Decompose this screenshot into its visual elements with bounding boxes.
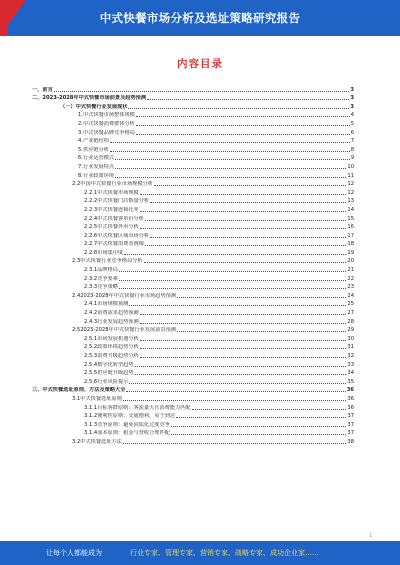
toc-leader-dots — [54, 91, 350, 92]
toc-entry-number: 2.2.3 — [84, 206, 98, 213]
toc-entry[interactable] — [32, 239, 354, 248]
toc-entry-number: 8. — [78, 172, 83, 179]
toc-entry[interactable] — [32, 273, 354, 282]
page-number: 1 — [369, 533, 372, 538]
toc-entry-label: 消费需求趋势预测 — [97, 310, 139, 317]
toc-entry-label: 品牌格局 — [97, 267, 118, 274]
footer-slogan: 让每个人都能成为 — [46, 549, 102, 557]
toc-leader-dots — [171, 434, 347, 435]
toc-entry[interactable] — [32, 161, 354, 170]
toc-entry[interactable] — [32, 290, 354, 299]
toc-entry-label: 中式快餐市场整体规模 — [82, 112, 135, 119]
toc-entry-page: 15 — [347, 215, 354, 222]
toc-entry[interactable] — [32, 342, 354, 351]
report-header — [0, 0, 400, 36]
toc-entry[interactable] — [32, 264, 354, 273]
toc-entry-page: 24 — [347, 292, 354, 299]
toc-entry-page: 27 — [347, 310, 354, 317]
toc-leader-dots — [140, 314, 347, 315]
toc-entry-number: 2. — [78, 120, 83, 127]
toc-entry[interactable] — [32, 307, 354, 316]
toc-entry-label: 行业政策环境 — [82, 172, 115, 179]
toc-entry-page: 4 — [350, 112, 354, 119]
toc-entry[interactable] — [32, 359, 354, 368]
toc-leader-dots — [128, 108, 349, 109]
toc-entry-page: 11 — [347, 172, 354, 179]
toc-entry-number: 2.5.3 — [84, 353, 98, 359]
toc-entry[interactable] — [32, 376, 354, 385]
toc-leader-dots — [144, 262, 347, 263]
toc-entry-number: （一） — [60, 103, 76, 110]
toc-entry-number: 2.3.2 — [84, 275, 98, 282]
toc-entry-page: 10 — [347, 163, 354, 170]
toc-leader-dots — [136, 134, 350, 135]
toc-entry-label: 中式快餐客单价分析 — [97, 215, 144, 222]
toc-entry-label: 目标客群原则：客流量大且消费能力匹配 — [97, 404, 191, 411]
toc-entry-page: 16 — [347, 224, 354, 231]
toc-entry-page: 28 — [347, 318, 354, 325]
toc-entry-number: 2.2.4 — [84, 215, 98, 222]
toc-entry-label: 2023-2028年中式快餐行业市场趋势预测 — [80, 292, 176, 299]
toc-leader-dots — [115, 168, 346, 169]
toc-entry-page: 25 — [347, 301, 354, 308]
toc-entry-number: 2.4 — [72, 292, 81, 299]
toc-leader-dots — [115, 177, 346, 178]
toc-entry[interactable] — [32, 428, 354, 437]
toc-entry-number: 2.4.3 — [84, 318, 98, 325]
toc-entry-page: 22 — [347, 275, 354, 282]
toc-entry-label: 中式快餐行业发展现状 — [75, 103, 128, 110]
toc-entry-page: 19 — [347, 249, 354, 256]
toc-leader-dots — [176, 417, 346, 418]
toc-entry-page: 14 — [347, 206, 354, 213]
toc-entry-page: 7 — [350, 138, 354, 145]
toc-leader-dots — [126, 391, 345, 392]
toc-entry-label: 中国中式快餐行业市场规模分析 — [80, 181, 153, 188]
toc-entry-page: 36 — [347, 395, 354, 402]
toc-entry-page: 20 — [347, 258, 354, 265]
toc-entry-page: 35 — [347, 378, 354, 385]
toc-entry-label: 行业发展趋势预测 — [97, 318, 139, 325]
toc-entry-number: 3.1.2 — [84, 413, 98, 420]
toc-entry-number: 3.1.3 — [84, 421, 98, 428]
toc-leader-dots — [135, 374, 347, 375]
toc-entry-number: 2.5.4 — [84, 361, 98, 368]
toc-entry-number: 三、 — [32, 387, 43, 394]
toc-entry-number: 2.2.2 — [84, 198, 98, 205]
toc-entry-page: 12 — [347, 189, 354, 196]
toc-entry[interactable] — [32, 187, 354, 196]
toc-entry-label: 市场集中度 — [97, 249, 124, 256]
toc-entry[interactable] — [32, 101, 354, 110]
toc-leader-dots — [171, 426, 347, 427]
toc-entry[interactable] — [32, 230, 354, 239]
toc-entry-label: 前言 — [42, 86, 53, 93]
toc-entry[interactable] — [32, 333, 354, 342]
toc-entry[interactable] — [32, 170, 354, 179]
toc-entry[interactable] — [32, 93, 354, 102]
toc-entry-number: 3.1.4 — [84, 430, 98, 437]
toc-entry-page: 6 — [350, 129, 354, 136]
toc-entry[interactable] — [32, 118, 354, 127]
toc-entry-page: 33 — [347, 361, 354, 368]
toc-entry-label: 中式快餐门店数量分析 — [97, 198, 150, 205]
toc-entry-label: 中式快餐行业竞争格局分析 — [80, 258, 143, 265]
toc-entry-number: 2.2.7 — [84, 241, 98, 248]
toc-entry-number: 2.4.2 — [84, 310, 98, 317]
toc-entry[interactable] — [32, 196, 354, 205]
toc-entry-page: 3 — [350, 103, 354, 110]
toc-entry-label: 竞争原则：避免同质化过度竞争 — [97, 421, 170, 428]
toc-entry-label: 中式快餐消费者画像 — [97, 241, 144, 248]
toc-entry-page: 36 — [347, 404, 354, 411]
toc-entry[interactable] — [32, 436, 354, 445]
toc-entry-number: 2.2.5 — [84, 224, 98, 231]
toc-entry[interactable] — [32, 213, 354, 222]
toc-leader-dots — [145, 220, 346, 221]
toc-entry-label: 中式快餐选址原则、方法及策略大全 — [42, 387, 126, 394]
toc-entry[interactable] — [32, 393, 354, 402]
toc-entry-number: 2.5.2 — [84, 344, 98, 351]
toc-leader-dots — [140, 194, 347, 195]
toc-entry-page: 12 — [347, 181, 354, 188]
toc-leader-dots — [154, 185, 347, 186]
toc-leader-dots — [129, 383, 346, 384]
toc-entry-page: 5 — [350, 120, 354, 127]
toc-leader-dots — [140, 211, 347, 212]
toc-entry-label: 中式快餐外卖分析 — [97, 224, 139, 231]
toc-entry-number: 2.3.3 — [84, 284, 98, 291]
toc-entry-label: 中式快餐市场规模 — [97, 189, 139, 196]
toc-entry-page: 17 — [347, 232, 354, 239]
toc-entry[interactable] — [32, 153, 354, 162]
toc-entry-label: 中式快餐消费群体分析 — [82, 120, 135, 127]
toc-entry-page: 32 — [347, 353, 354, 359]
toc-entry-label: 行业风险提示 — [97, 378, 129, 385]
toc-entry-page: 34 — [347, 370, 354, 377]
toc-entry-page: 13 — [347, 198, 354, 205]
toc-entry-page: 29 — [347, 327, 354, 334]
toc-entry-label: 数字化转型趋势 — [97, 361, 134, 368]
toc-entry-label: 供应链分析 — [82, 146, 109, 153]
toc-leader-dots — [110, 151, 350, 152]
toc-leader-dots — [115, 159, 350, 160]
toc-entry-label: 行业发展特点 — [82, 163, 115, 170]
toc-entry[interactable] — [32, 222, 354, 231]
toc-entry[interactable] — [32, 84, 354, 93]
toc-entry-page: 9 — [350, 155, 354, 162]
toc-entry[interactable] — [32, 368, 354, 377]
toc-entry-label: 竞争要素 — [97, 275, 118, 282]
toc-entry[interactable] — [32, 136, 354, 145]
toc-entry-label: 供应链升级趋势 — [97, 370, 134, 377]
toc-entry-page: 30 — [347, 335, 354, 342]
toc-entry[interactable] — [32, 179, 354, 188]
toc-leader-dots — [150, 202, 346, 203]
toc-entry-label: 市场规模预测 — [97, 301, 129, 308]
toc-leader-dots — [192, 409, 347, 410]
toc-leader-dots — [135, 366, 347, 367]
toc-entry-number: 5. — [78, 146, 83, 153]
toc-entry[interactable] — [32, 325, 354, 334]
toc-entry[interactable] — [32, 256, 354, 265]
toc-entry-number: 6. — [78, 155, 83, 162]
toc-leader-dots — [124, 254, 346, 255]
toc-leader-dots — [119, 288, 346, 289]
toc-entry-label: 竞争策略 — [97, 284, 118, 291]
toc-entry-number: 2.5.6 — [84, 378, 98, 385]
toc-entry-label: 中式快餐选址方法 — [80, 438, 122, 445]
toc-entry-page: 37 — [347, 430, 354, 437]
toc-entry[interactable] — [32, 299, 354, 308]
toc-entry-page: 18 — [347, 241, 354, 248]
toc-entry-label: 2023-2028年中式快餐市场前景及趋势预测 — [42, 95, 147, 102]
toc-entry-label: 中式快餐区域市场分析 — [97, 232, 150, 239]
toc-entry-page: 3 — [350, 86, 354, 93]
toc-entry-page: 37 — [347, 421, 354, 428]
toc-entry-number: 4. — [78, 138, 83, 145]
report-title: 中式快餐市场分析及选址策略研究报告 — [99, 11, 301, 25]
toc-entry-page: 8 — [350, 146, 354, 153]
toc-entry-number: 2.2.8 — [84, 249, 98, 256]
toc-entry-number: 2.5.1 — [84, 335, 98, 342]
table-of-contents — [32, 84, 354, 445]
toc-heading: 内容目录 — [177, 58, 223, 70]
toc-leader-dots — [119, 271, 346, 272]
toc-leader-dots — [136, 116, 350, 117]
toc-entry[interactable] — [32, 350, 354, 359]
toc-leader-dots — [147, 99, 349, 100]
toc-entry-page: 21 — [347, 267, 354, 274]
toc-entry[interactable] — [32, 247, 354, 256]
toc-leader-dots — [140, 323, 347, 324]
toc-entry-label: 中式快餐连锁化率 — [97, 206, 139, 213]
toc-leader-dots — [129, 305, 346, 306]
toc-entry-label: 成本原则：租金与营收合理匹配 — [97, 430, 170, 437]
toc-entry[interactable] — [32, 110, 354, 119]
toc-leader-dots — [136, 125, 350, 126]
toc-entry[interactable] — [32, 204, 354, 213]
toc-entry-number: 3.2 — [72, 438, 81, 445]
toc-leader-dots — [140, 348, 347, 349]
toc-leader-dots — [177, 297, 346, 298]
toc-entry-page: 23 — [347, 284, 354, 291]
toc-entry-number: 2.3 — [72, 258, 81, 265]
toc-entry-label: 中式快餐品牌竞争格局 — [82, 129, 135, 136]
toc-entry[interactable] — [32, 282, 354, 291]
toc-entry-number: 2.2.6 — [84, 232, 98, 239]
toc-entry[interactable] — [32, 411, 354, 420]
toc-entry-number: 2.3.1 — [84, 267, 98, 274]
toc-entry[interactable] — [32, 419, 354, 428]
toc-leader-dots — [140, 228, 347, 229]
toc-leader-dots — [150, 237, 346, 238]
toc-entry-number: 7. — [78, 163, 83, 170]
toc-entry[interactable] — [32, 316, 354, 325]
toc-entry-number: 3.1.1 — [84, 404, 98, 411]
footer-roles: 行业专家、管理专家、营销专家、战略专家、成功企业家…… — [130, 549, 319, 557]
toc-entry-number: 3. — [78, 129, 83, 136]
toc-entry-label: 消费升级趋势分析 — [97, 353, 139, 359]
toc-entry-number: 二、 — [32, 95, 43, 102]
toc-entry-page: 37 — [347, 413, 354, 420]
toc-entry-page: 31 — [347, 344, 354, 351]
toc-leader-dots — [110, 142, 350, 143]
toc-entry-label: 2023-2028年中式快餐行业发展前景预测 — [80, 327, 176, 334]
toc-entry-label: 行业运营模式 — [82, 155, 115, 162]
toc-entry[interactable] — [32, 385, 354, 394]
toc-entry-number: 1. — [78, 112, 83, 119]
toc-leader-dots — [123, 400, 347, 401]
toc-entry-number: 一、 — [32, 86, 43, 93]
toc-entry-label: 政策环境趋势分析 — [97, 344, 139, 351]
toc-entry-number: 2.5.5 — [84, 370, 98, 377]
toc-leader-dots — [140, 357, 347, 358]
toc-entry-label: 便利性原则：交通便利、易于到达 — [97, 413, 176, 420]
toc-leader-dots — [123, 443, 347, 444]
toc-entry[interactable] — [32, 402, 354, 411]
toc-leader-dots — [177, 331, 346, 332]
toc-leader-dots — [145, 245, 346, 246]
toc-entry-page: 38 — [347, 438, 354, 445]
toc-leader-dots — [140, 340, 347, 341]
toc-entry-label: 中式快餐选址原则 — [80, 395, 122, 402]
toc-entry-number: 2.5 — [72, 327, 81, 334]
toc-entry-number: 2.2 — [72, 181, 81, 188]
toc-entry-number: 2.2.1 — [84, 189, 98, 196]
toc-entry-label: 市场发展机遇分析 — [97, 335, 139, 342]
toc-entry[interactable] — [32, 127, 354, 136]
toc-entry-number: 3.1 — [72, 395, 81, 402]
toc-entry-number: 2.4.1 — [84, 301, 98, 308]
toc-entry-label: 产业链结构 — [82, 138, 109, 145]
report-footer — [0, 541, 400, 565]
toc-entry-page: 36 — [346, 387, 354, 394]
toc-entry-page: 3 — [350, 95, 354, 102]
toc-leader-dots — [119, 280, 346, 281]
toc-entry[interactable] — [32, 144, 354, 153]
